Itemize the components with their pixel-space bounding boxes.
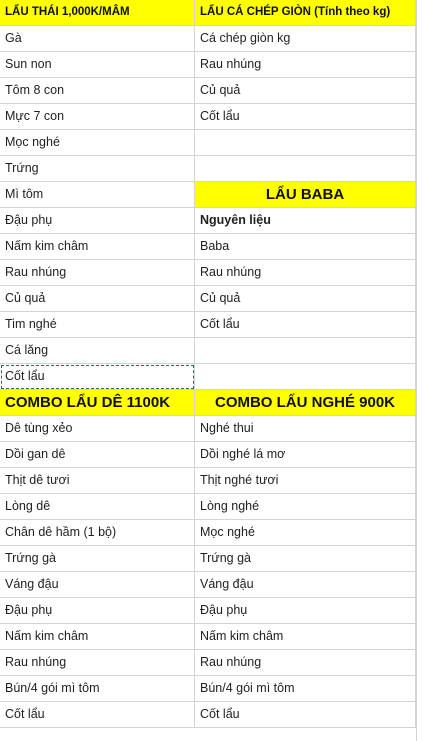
cell-thai-item[interactable]: Cá lăng bbox=[0, 338, 195, 364]
cell-thai-item[interactable]: Tôm 8 con bbox=[0, 78, 195, 104]
cell-empty[interactable] bbox=[195, 156, 416, 182]
cell-lau-ca-chep-header[interactable]: LẨU CÁ CHÉP GIÒN (Tính theo kg) bbox=[195, 0, 416, 26]
cell-combo-nghe-header[interactable]: COMBO LẨU NGHÉ 900K bbox=[195, 390, 416, 416]
cell-nghe-item[interactable]: Lòng nghé bbox=[195, 494, 416, 520]
cell-de-item[interactable]: Dê tùng xẻo bbox=[0, 416, 195, 442]
cell-lau-baba-header[interactable]: LẨU BABA bbox=[195, 182, 416, 208]
cell-thai-item[interactable]: Trứng bbox=[0, 156, 195, 182]
cell-nghe-item[interactable]: Cốt lẩu bbox=[195, 702, 416, 728]
cell-de-item[interactable]: Trứng gà bbox=[0, 546, 195, 572]
cell-nghe-item[interactable]: Dồi nghé lá mơ bbox=[195, 442, 416, 468]
column-a bbox=[0, 0, 195, 728]
cell-cachep-item[interactable]: Củ quả bbox=[195, 78, 416, 104]
cell-thai-item[interactable]: Đậu phụ bbox=[0, 208, 195, 234]
cell-nghe-item[interactable]: Trứng gà bbox=[195, 546, 416, 572]
cell-nghe-item[interactable]: Nấm kim châm bbox=[195, 624, 416, 650]
column-b bbox=[195, 0, 416, 728]
cell-nghe-item[interactable]: Đậu phụ bbox=[195, 598, 416, 624]
cell-thai-item[interactable]: Mực 7 con bbox=[0, 104, 195, 130]
cell-empty[interactable] bbox=[195, 130, 416, 156]
cell-baba-item[interactable]: Củ quả bbox=[195, 286, 416, 312]
cell-thai-item[interactable]: Rau nhúng bbox=[0, 260, 195, 286]
cell-nghe-item[interactable]: Rau nhúng bbox=[195, 650, 416, 676]
cell-de-item[interactable]: Chân dê hầm (1 bộ) bbox=[0, 520, 195, 546]
cell-baba-item[interactable]: Cốt lẩu bbox=[195, 312, 416, 338]
cell-thai-item[interactable]: Gà bbox=[0, 26, 195, 52]
cell-nghe-item[interactable]: Bún/4 gói mì tôm bbox=[195, 676, 416, 702]
cell-de-item[interactable]: Dồi gan dê bbox=[0, 442, 195, 468]
cell-de-item[interactable]: Rau nhúng bbox=[0, 650, 195, 676]
cell-cachep-item[interactable]: Cá chép giòn kg bbox=[195, 26, 416, 52]
cell-thai-item[interactable]: Mì tôm bbox=[0, 182, 195, 208]
cell-thai-item[interactable]: Sun non bbox=[0, 52, 195, 78]
cell-cachep-item[interactable]: Cốt lẩu bbox=[195, 104, 416, 130]
cell-nghe-item[interactable]: Nghé thui bbox=[195, 416, 416, 442]
cell-de-item[interactable]: Thịt dê tươi bbox=[0, 468, 195, 494]
cell-lau-thai-header[interactable]: LẨU THÁI 1,000K/MÂM bbox=[0, 0, 195, 26]
cell-baba-item[interactable]: Baba bbox=[195, 234, 416, 260]
cell-nghe-item[interactable]: Váng đậu bbox=[195, 572, 416, 598]
column-c-edge[interactable] bbox=[416, 0, 428, 741]
cell-de-item[interactable]: Lòng dê bbox=[0, 494, 195, 520]
cell-selected-cot-lau[interactable]: Cốt lẩu bbox=[0, 364, 195, 390]
cell-de-item[interactable]: Nấm kim châm bbox=[0, 624, 195, 650]
cell-cachep-item[interactable]: Rau nhúng bbox=[195, 52, 416, 78]
cell-de-item[interactable]: Bún/4 gói mì tôm bbox=[0, 676, 195, 702]
cell-combo-de-header[interactable]: COMBO LẨU DÊ 1100K bbox=[0, 390, 195, 416]
cell-de-item[interactable]: Váng đậu bbox=[0, 572, 195, 598]
cell-empty[interactable] bbox=[195, 364, 416, 390]
cell-nghe-item[interactable]: Mọc nghé bbox=[195, 520, 416, 546]
cell-nghe-item[interactable]: Thịt nghé tươi bbox=[195, 468, 416, 494]
cell-empty[interactable] bbox=[195, 338, 416, 364]
cell-thai-item[interactable]: Củ quả bbox=[0, 286, 195, 312]
cell-baba-item[interactable]: Rau nhúng bbox=[195, 260, 416, 286]
cell-thai-item[interactable]: Mọc nghé bbox=[0, 130, 195, 156]
cell-de-item[interactable]: Đậu phụ bbox=[0, 598, 195, 624]
cell-nguyen-lieu-subheader[interactable]: Nguyên liệu bbox=[195, 208, 416, 234]
cell-thai-item[interactable]: Nấm kim châm bbox=[0, 234, 195, 260]
cell-thai-item[interactable]: Tim nghé bbox=[0, 312, 195, 338]
cell-de-item[interactable]: Cốt lẩu bbox=[0, 702, 195, 728]
